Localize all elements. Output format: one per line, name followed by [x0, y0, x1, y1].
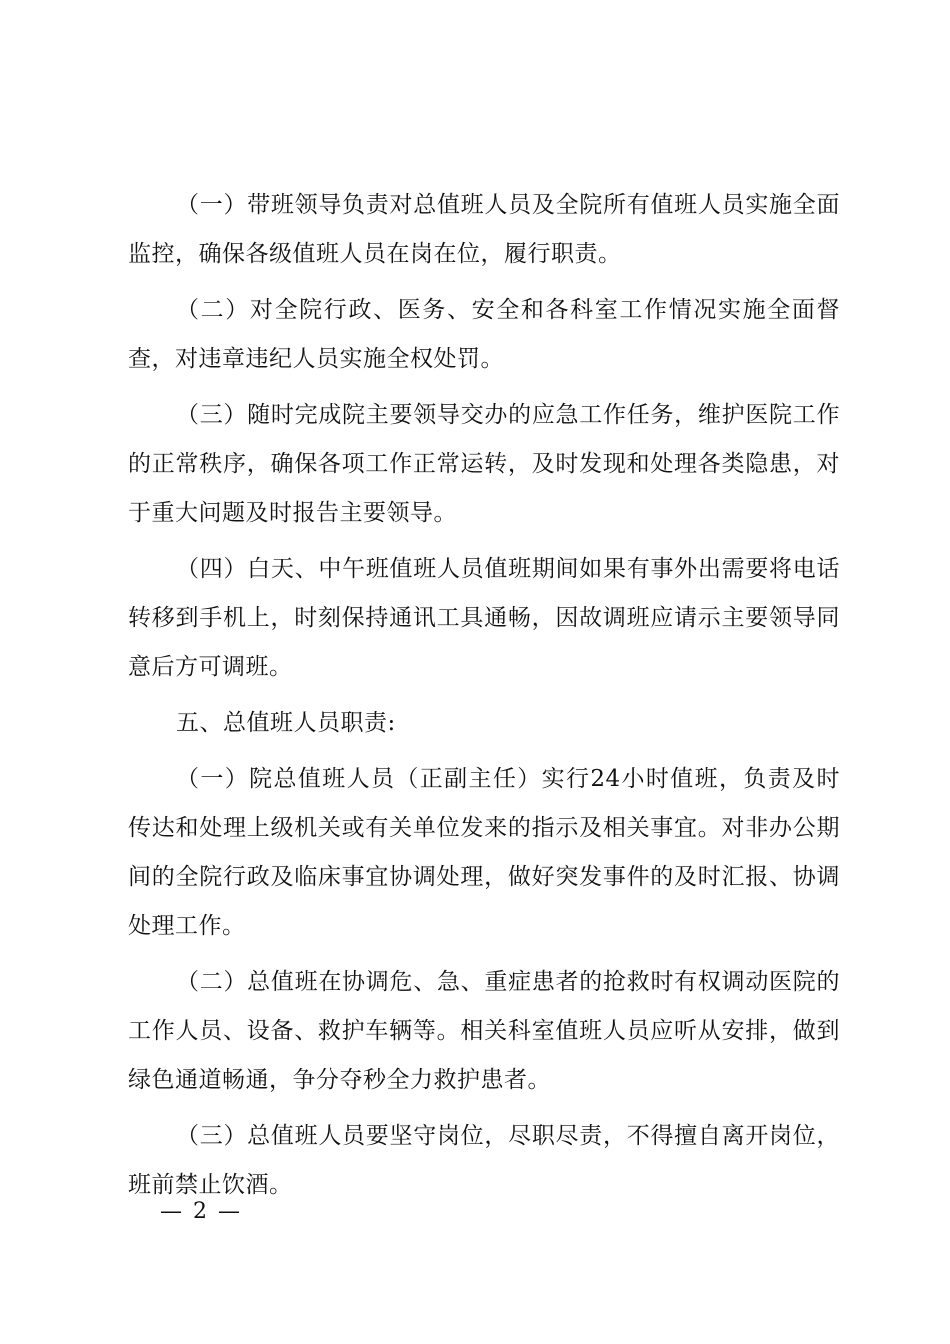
section-heading-duty-responsibilities: 五、总值班人员职责:: [176, 710, 396, 736]
paragraph-24-hour-duty: （一）院总值班人员（正副主任）实行24小时值班，负责及时传达和处理上级机关或有关单位发来的指示及相关事宜。对非办公期间的全院行政及临床事宜协调处理，做好突发事件的及时汇报、协调处理工作。: [128, 766, 840, 939]
paragraph-leader-supervision: （一）带班领导负责对总值班人员及全院所有值班人员实施全面监控，确保各级值班人员在岗在位，履行职责。: [128, 192, 840, 267]
paragraph-emergency-tasks: （三）随时完成院主要领导交办的应急工作任务，维护医院工作的正常秩序，确保各项工作正常运转，及时发现和处理各类隐患，对于重大问题及时报告主要领导。: [128, 402, 840, 526]
paragraph-stay-on-post: （三）总值班人员要坚守岗位，尽职尽责，不得擅自离开岗位，班前禁止饮酒。: [128, 1123, 840, 1198]
paragraph-daytime-duty: （四）白天、中午班值班人员值班期间如果有事外出需要将电话转移到手机上，时刻保持通讯工具通畅，因故调班应请示主要领导同意后方可调班。: [128, 556, 840, 680]
paragraph-emergency-rescue: （二）总值班在协调危、急、重症患者的抢救时有权调动医院的工作人员、设备、救护车辆等。相关科室值班人员应听从安排，做到绿色通道畅通，争分夺秒全力救护患者。: [128, 969, 840, 1093]
document-body: [128, 181, 840, 1210]
paragraph-inspection-authority: （二）对全院行政、医务、安全和各科室工作情况实施全面督查，对违章违纪人员实施全权处罚。: [128, 297, 840, 372]
page-number: — 2 —: [160, 1199, 242, 1224]
